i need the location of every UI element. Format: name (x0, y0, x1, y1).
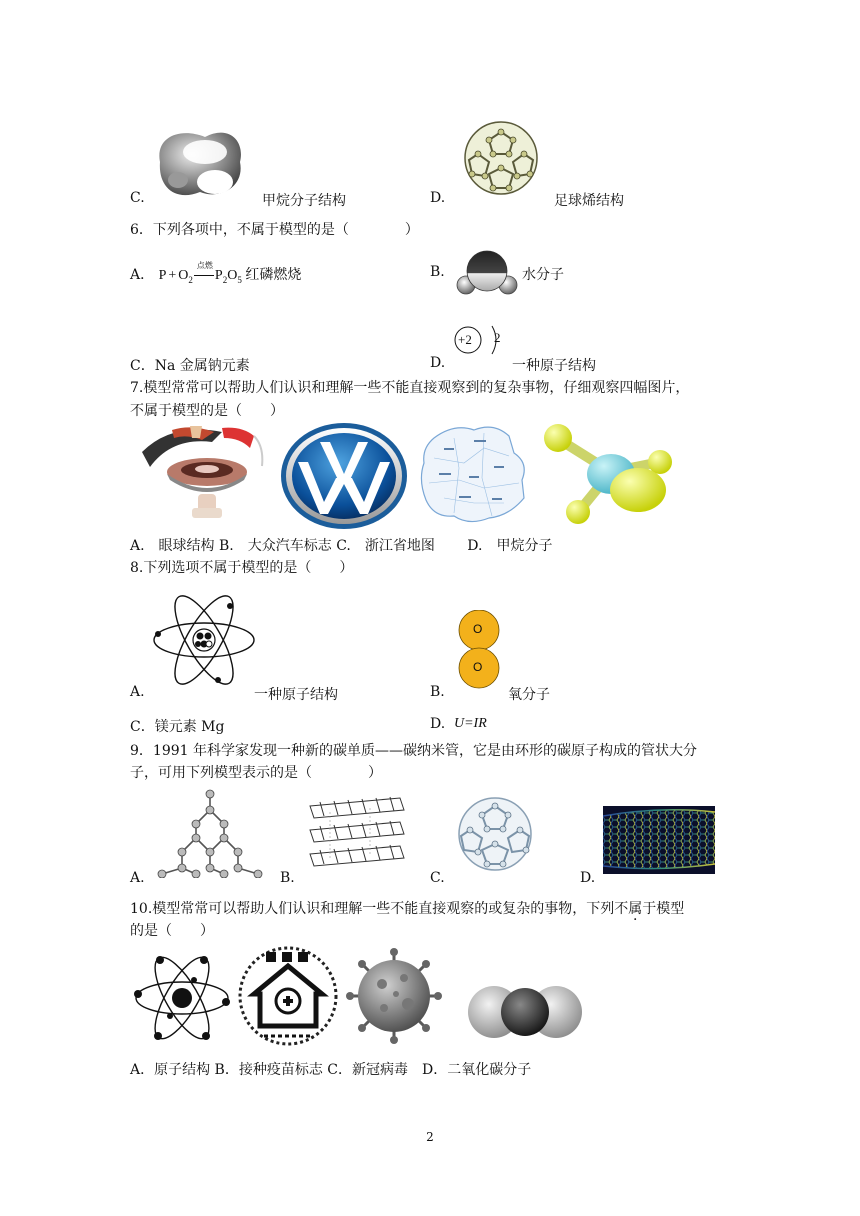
q6-a-equation: $P + O_2$ 点燃 $P_2O_5$ (158, 261, 242, 285)
q7-stem-line1: 7.模型常常可以帮助人们认识和理解一些不能直接观察到的复杂事物，仔细观察四幅图片， (130, 380, 690, 396)
oxygen-atom-bottom: O (473, 660, 483, 674)
q6-a-label: A． (130, 267, 155, 283)
q10-stem-line1: 10.模型常常可以帮助人们认识和理解一些不能直接观察的或复杂的事物，下列不属于模型 (130, 901, 685, 917)
q7-options: A. 眼球结构 B. 大众汽车标志 C. 浙江省地图 D. 甲烷分子 (130, 538, 553, 554)
q6-stem: 6．下列各项中，不属于模型的是（ ） (130, 222, 419, 238)
q8-option-b-label: B. (430, 684, 445, 700)
volkswagen-logo-image (280, 422, 408, 530)
methane-structure-image (150, 122, 250, 202)
atom-orbit-model-image (152, 592, 256, 688)
q8-option-c: C．镁元素 Mg (130, 719, 225, 735)
q8-option-b-text: 氧分子 (508, 687, 550, 703)
q8-stem: 8.下列选项不属于模型的是（ ） (130, 560, 354, 576)
atom-structure-model-image (134, 950, 230, 1046)
shell-electrons: 2 (494, 330, 501, 345)
q9-option-c-label: C. (430, 870, 445, 886)
q10-options: A．原子结构 B．接种疫苗标志 C．新冠病毒 D．二氧化碳分子 (130, 1062, 532, 1078)
q6-option-b-label: B. (430, 264, 445, 280)
q10-stem-line2: 的是（ ） (130, 923, 214, 939)
oxygen-molecule-image (456, 610, 502, 690)
page-number: 2 (426, 1130, 434, 1144)
oxygen-atom-top: O (473, 622, 483, 636)
q8-option-a-label: A. (130, 684, 145, 700)
q7-stem-line2: 不属于模型的是（ ） (130, 403, 284, 419)
graphite-structure-image (300, 792, 410, 872)
q10-emphasis: 不属于 (614, 901, 657, 917)
diamond-structure-image (152, 786, 268, 878)
q9-stem-line1: 9．1991 年科学家发现一种新的碳单质——碳纳米管，它是由环形的碳原子构成的管状大分 (130, 743, 697, 759)
q9-option-b-label: B. (280, 870, 295, 886)
q9-option-a-label: A. (130, 870, 145, 886)
q8-option-d-label: D. (430, 716, 446, 732)
atom-structure-diagram (452, 322, 512, 358)
q6-option-c: C．Na 金属钠元素 (130, 358, 250, 374)
vaccination-logo-image (236, 946, 340, 1046)
q6-option-d-text: 一种原子结构 (512, 358, 596, 374)
q8-option-d-text: U=IR (454, 716, 487, 731)
q6-option-b-text: 水分子 (522, 267, 564, 283)
eyeball-structure-image (132, 422, 272, 522)
nucleus-charge: +2 (458, 332, 472, 347)
q6-option-d-label: D. (430, 355, 446, 371)
fullerene-image (458, 118, 544, 198)
water-molecule-image (454, 247, 520, 299)
q5-option-c-text: 甲烷分子结构 (262, 193, 346, 209)
q5-option-d-label: D. (430, 190, 446, 206)
q5-option-d-text: 足球烯结构 (554, 193, 624, 209)
coronavirus-image (346, 948, 442, 1044)
q6-option-a (130, 261, 302, 285)
c60-structure-image (452, 794, 538, 874)
q5-option-c-label: C. (130, 190, 145, 206)
q8-option-a-text: 一种原子结构 (254, 687, 338, 703)
q6-a-text: 红磷燃烧 (245, 267, 302, 283)
carbon-dioxide-molecule-image (466, 980, 584, 1044)
q9-option-d-label: D. (580, 870, 596, 886)
carbon-nanotube-image (603, 806, 715, 874)
methane-molecule-image (536, 420, 686, 528)
zhejiang-map-image (414, 418, 534, 528)
q9-stem-line2: 子，可用下列模型表示的是（ ） (130, 765, 382, 781)
